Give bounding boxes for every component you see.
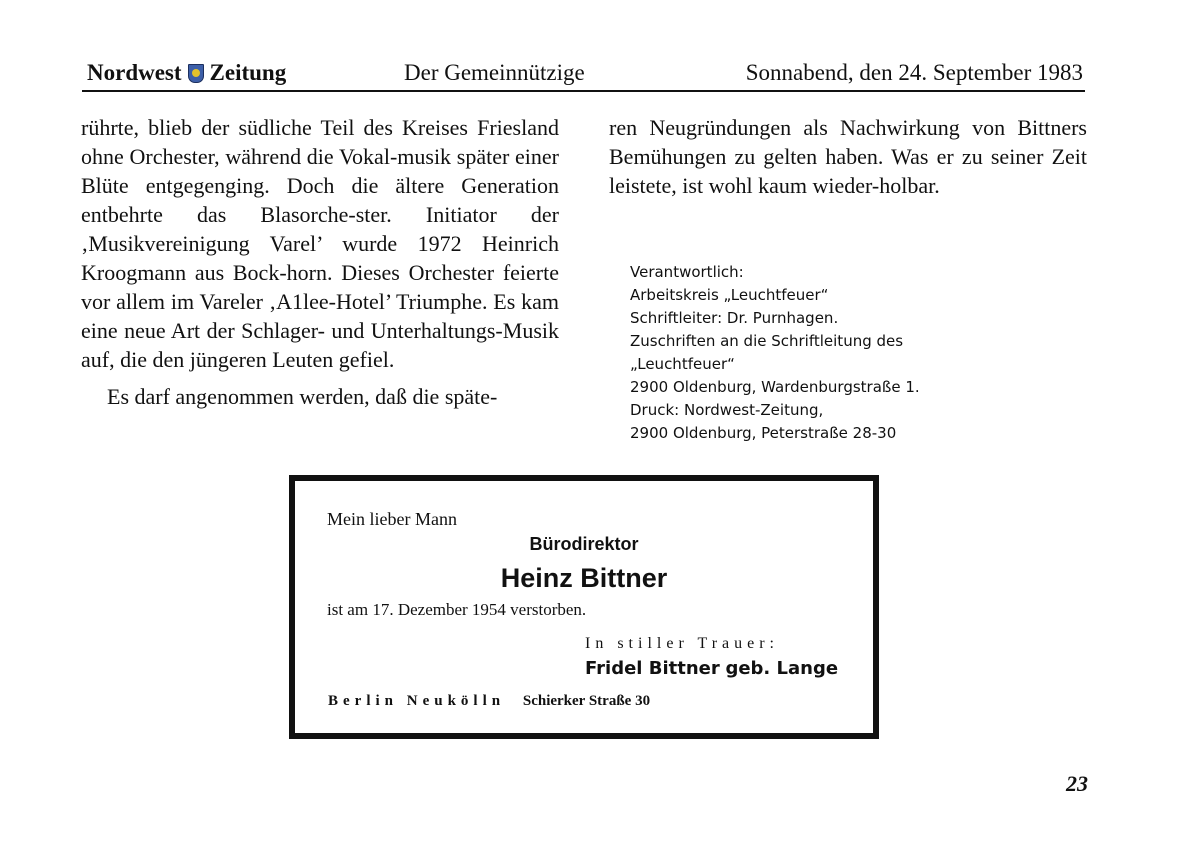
brand-name-part1: Nordwest — [87, 60, 182, 85]
issue-date: Sonnabend, den 24. September 1983 — [745, 60, 1083, 85]
imprint-line: Arbeitskreis „Leuchtfeuer“ — [630, 286, 829, 304]
coat-of-arms-icon — [188, 64, 204, 83]
paragraph: rührte, blieb der südliche Teil des Kreises Friesland ohne Orchester, während die Vokal-musik später einer Blüte entgegenging. Doch die ältere Generation entbehrte das Blasorche-ster. Initiator der ‚Musikvereinigung Varel’ wurde 1972 Heinrich Kroogmann aus Bock-horn. Dieses Orchester feierte vor allem im Vareler ‚A1lee-Hotel’ Triumphe. Es kam eine neue Art der Schlager- und Unterhaltungs-Musik auf, die den jüngeren Leuten gefiel. — [81, 115, 559, 372]
left-column — [81, 113, 559, 411]
notice-name: Heinz Bittner — [500, 563, 668, 593]
section-title: Der Gemeinnützige — [404, 60, 585, 85]
death-notice — [289, 475, 879, 739]
notice-died: ist am 17. Dezember 1954 verstorben. — [327, 600, 587, 619]
paragraph: ren Neugründungen als Nachwirkung von Bittners Bemühungen zu gelten haben. Was er zu seiner Zeit leistete, ist wohl kaum wieder-holbar. — [609, 115, 1087, 198]
notice-city: Berlin Neukölln — [328, 693, 506, 709]
imprint-block — [630, 261, 1030, 445]
notice-street: Schierker Straße 30 — [522, 693, 651, 709]
page-header — [82, 58, 1085, 92]
imprint-line: „Leuchtfeuer“ — [630, 355, 735, 373]
notice-grief: In stiller Trauer: — [585, 635, 779, 652]
right-column — [609, 113, 1087, 200]
widow-suffix: geb. Lange — [725, 658, 839, 679]
imprint-line: 2900 Oldenburg, Wardenburgstraße 1. — [630, 378, 920, 396]
imprint-line: Druck: Nordwest-Zeitung, — [630, 401, 824, 419]
notice-title: Bürodirektor — [529, 534, 639, 554]
page-number: 23 — [1066, 771, 1088, 796]
newspaper-brand — [87, 60, 286, 86]
paragraph: Es darf angenommen werden, daß die späte- — [107, 384, 498, 409]
notice-widow — [585, 658, 838, 679]
imprint-line: Zuschriften an die Schriftleitung des — [630, 332, 904, 350]
imprint-line: 2900 Oldenburg, Peterstraße 28-30 — [630, 424, 897, 442]
imprint-line: Verantwortlich: — [630, 263, 744, 281]
notice-intro: Mein lieber Mann — [327, 509, 457, 529]
brand-name-part2: Zeitung — [209, 60, 287, 85]
widow-name: Fridel Bittner — [585, 658, 720, 679]
imprint-line: Schriftleiter: Dr. Purnhagen. — [630, 309, 839, 327]
notice-address — [328, 693, 650, 710]
